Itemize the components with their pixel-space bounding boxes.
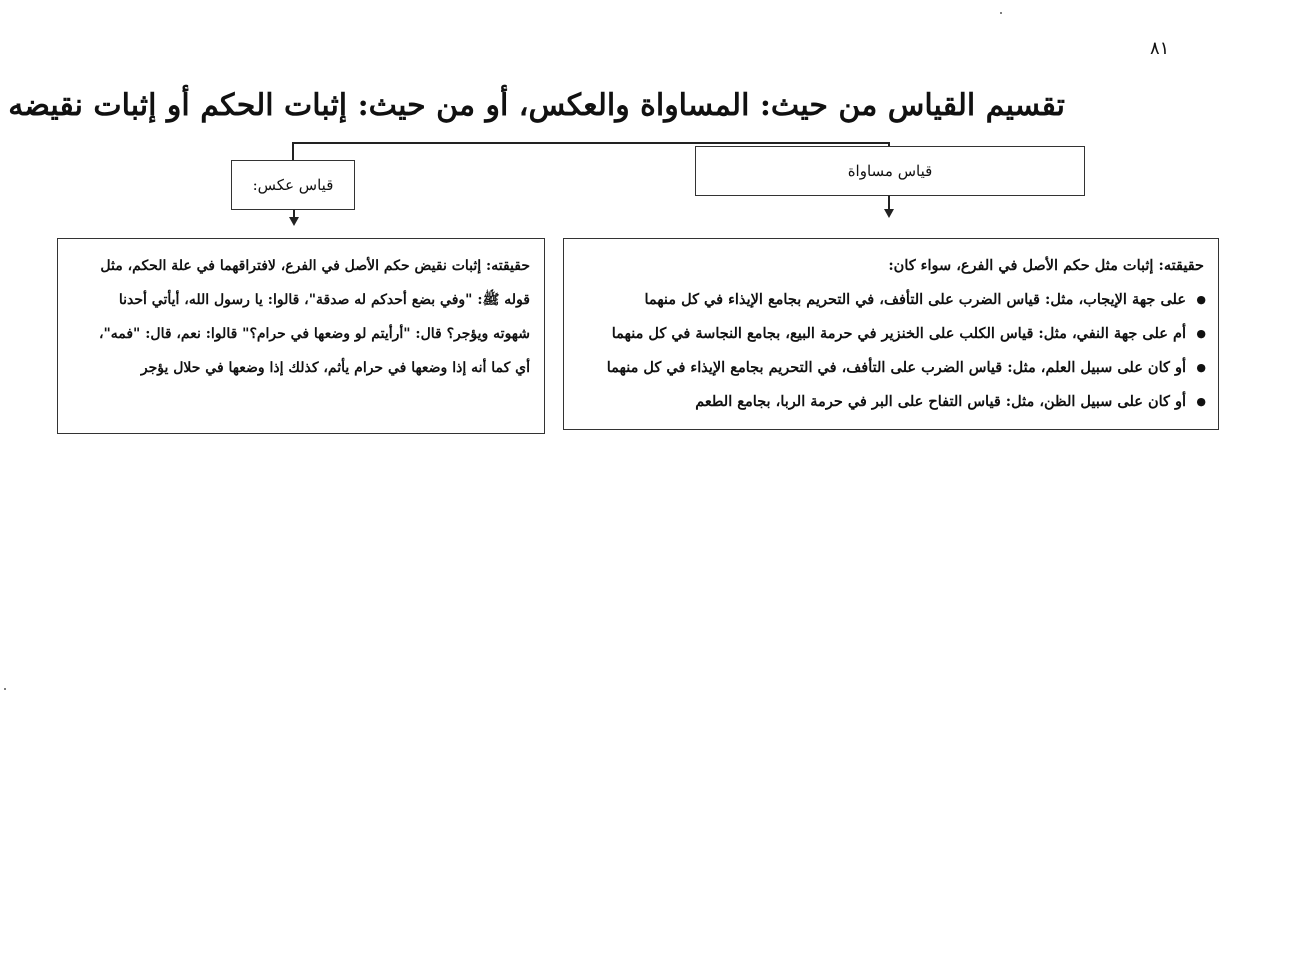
equality-analogy-label: قياس مساواة xyxy=(847,162,933,180)
list-item: ● أو كان على سبيل العلم، مثل: قياس الضرب على التأفف، في التحريم بجامع الإيذاء في كل منهما xyxy=(578,351,1186,385)
list-item: ● أم على جهة النفي، مثل: قياس الكلب على الخنزير في حرمة البيع، بجامع النجاسة في كل منهما xyxy=(578,317,1186,351)
connector-horizontal xyxy=(292,142,889,144)
page-number: ٨١ xyxy=(1150,38,1170,59)
equality-examples-list xyxy=(578,283,1204,419)
equality-analogy-label-box xyxy=(695,146,1085,196)
arrow-left-head xyxy=(289,217,299,226)
diagram-title: تقسيم القياس من حيث: المساواة والعكس، أو من حيث: إثبات الحكم أو إثبات نقيضه xyxy=(8,88,1065,123)
list-item: ● على جهة الإيجاب، مثل: قياس الضرب على التأفف، في التحريم بجامع الإيذاء في كل منهما xyxy=(578,283,1186,317)
reverse-line: شهوته ويؤجر؟ قال: "أرأيتم لو وضعها في حرام؟" قالوا: نعم، قال: "فمه"، xyxy=(98,326,530,342)
arrow-right-shaft xyxy=(888,196,890,210)
equality-definition: حقيقته: إثبات مثل حكم الأصل في الفرع، سواء كان: xyxy=(888,257,1204,274)
reverse-analogy-content xyxy=(57,238,545,434)
scan-speck xyxy=(4,688,6,690)
reverse-line: أي كما أنه إذا وضعها في حرام يأثم، كذلك إذا وضعها في حلال يؤجر xyxy=(140,360,530,376)
arrow-right-head xyxy=(884,209,894,218)
reverse-analogy-label-box xyxy=(231,160,355,210)
list-item: ● أو كان على سبيل الظن، مثل: قياس التفاح على البر في حرمة الربا، بجامع الطعم xyxy=(578,385,1186,419)
reverse-line: حقيقته: إثبات نقيض حكم الأصل في الفرع، لافتراقهما في علة الحكم، مثل xyxy=(100,258,530,274)
scan-speck xyxy=(1000,12,1002,14)
equality-analogy-content xyxy=(563,238,1219,430)
reverse-line: قوله ﷺ: "وفي بضع أحدكم له صدقة"، قالوا: يا رسول الله، أيأتي أحدنا xyxy=(118,292,530,308)
connector-left-vertical xyxy=(292,142,294,160)
reverse-analogy-label: قياس عكس: xyxy=(252,176,334,194)
